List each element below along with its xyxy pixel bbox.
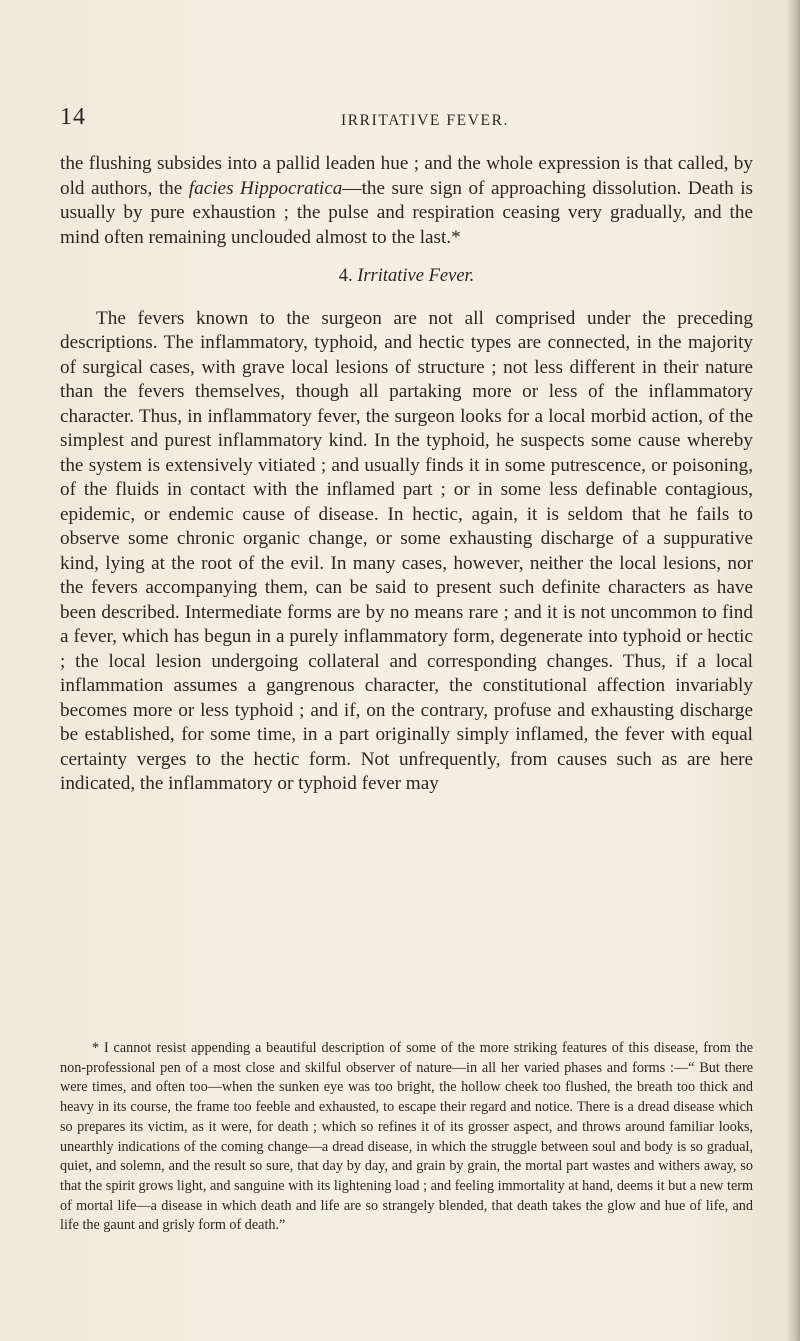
section-number: 4. xyxy=(338,266,358,286)
paragraph-1-start: the flushing subsides into a pallid leaden hue ; and the whole expression is that called, by old authors, the xyxy=(60,153,753,199)
paragraph-1-end: —the sure sign of approaching dissolution. Death is usually by pure exhaustion ; the pulse and respiration ceasing very gradually, and the mind often remaining unclouded almost to the last.* xyxy=(60,177,753,248)
section-heading xyxy=(60,264,753,289)
paragraph-1 xyxy=(60,152,753,250)
running-head: IRRITATIVE FEVER. xyxy=(340,112,510,129)
page-number: 14 xyxy=(60,104,86,130)
paragraph-2: The fevers known to the surgeon are not all comprised under the preceding descriptions. The inflammatory, typhoid, and hectic types are connected, in the majority of surgical cases, with grave local lesions of structure ; not less different in their nature than the fevers themselves, though all partaking more or less of the inflammatory character. Thus, in inflammatory fever, the surgeon looks for a local morbid action, of the simplest and purest inflammatory kind. In the typhoid, he suspects some cause whereby the system is extensively vitiated ; and usually finds it in some putrescence, or poisoning, of the fluids in contact with the inflamed part ; or in some less definable contagious, epidemic, or endemic cause of disease. In hectic, again, it is seldom that he fails to observe some chronic organic change, or some exhausting discharge of a suppurative kind, lying at the root of the evil. In many cases, however, neither the local lesions, nor the fevers accompanying them, can be said to present such definite characters as have been described. Intermediate forms are by no means rare ; and it is not uncommon to find a fever, which has begun in a purely inflammatory form, degenerate into typhoid or hectic ; the local lesion undergoing collateral and corresponding changes. Thus, if a local inflammation assumes a gangrenous character, the constitutional affection invariably becomes more or less typhoid ; and if, on the contrary, profuse and exhausting discharge be established, for some time, in a part originally simply inflamed, the fever with equal certainty verges to the hectic form. Not unfrequently, from causes such as are here indicated, the inflammatory or typhoid fever may xyxy=(60,307,753,794)
main-text xyxy=(60,152,753,797)
section-title: Irritative Fever. xyxy=(357,266,475,286)
page-header xyxy=(60,104,750,140)
page-edge-shadow xyxy=(786,0,800,1341)
facies-hippocratica-term: facies Hippocratica xyxy=(188,177,343,199)
footnote: * I cannot resist appending a beautiful description of some of the more striking features of this disease, from the non-professional pen of a most close and skilful observer of nature—in all her varied phases and forms :—“ But there were times, and often too—when the sunken eye was too bright, the hollow cheek too flushed, the breath too thick and heavy in its course, the frame too feeble and exhausted, to escape their regard and notice. There is a dread disease which so prepares its victim, as it were, for death ; which so refines it of its grosser aspect, and throws around familiar looks, unearthly indications of the coming change—a dread disease, in which the struggle between soul and body is so gradual, quiet, and solemn, and the result so sure, that day by day, and grain by grain, the mortal part wastes and withers away, so that the spirit grows light, and sanguine with its lightening load ; and feeling immortality at hand, deems it but a new term of mortal life—a disease in which death and life are so strangely blended, that death takes the glow and hue of life, and life the gaunt and grisly form of death.” xyxy=(60,1040,753,1234)
